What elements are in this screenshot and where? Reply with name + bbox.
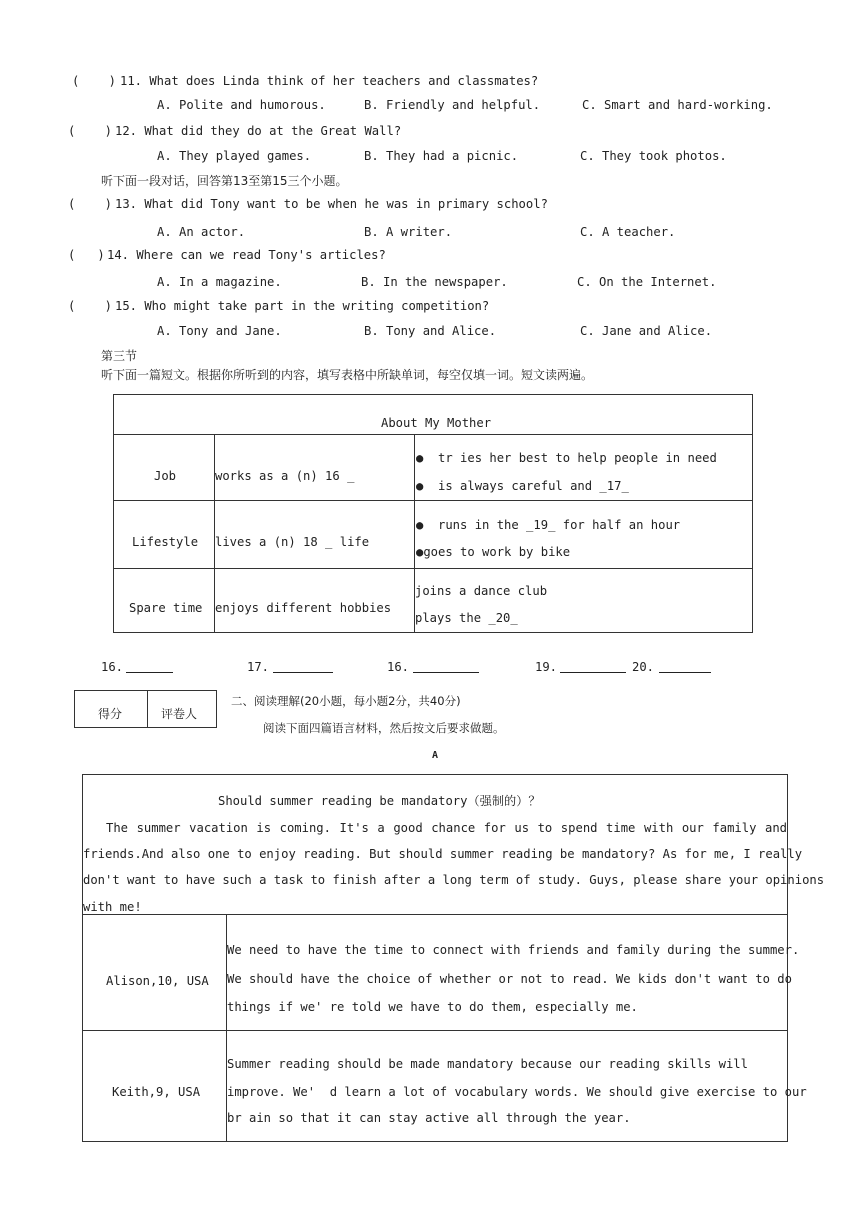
answer-bracket[interactable]: ( ) [68,197,113,211]
section-instruction: 听下面一篇短文。根据你所听到的内容，填写表格中所缺单词，每空仅填一词。短文读两遍。 [101,368,594,382]
answer-label: 19. [535,660,558,674]
option-c: C. A teacher. [580,225,676,239]
answer-label: 16. [387,660,410,674]
column-divider [147,690,148,728]
answer-bracket[interactable]: ( ) [72,74,117,88]
answer-label: 16. [101,660,124,674]
opinion-line: improve. We' d learn a lot of vocabulary words. We should give exercise to our [227,1085,807,1099]
option-b: B. In the newspaper. [361,275,508,289]
opinion-person: Keith,9, USA [112,1085,201,1099]
intro-line: don't want to have such a task to finish after a long term of study. Guys, please share your opinions [83,873,825,887]
opinion-line: We need to have the time to connect with friends and family during the summer. [227,943,800,957]
answer-blank-19[interactable] [560,672,626,673]
row-middle-lifestyle: lives a (n) 18 _ life [215,535,370,549]
intro-line: with me! [83,900,142,914]
row-divider [82,914,788,915]
passage-letter: A [432,750,439,761]
row-divider [113,500,753,501]
score-label: 得分 [98,707,123,721]
answer-blank-18[interactable] [413,672,479,673]
option-c: C. On the Internet. [577,275,717,289]
row-label-job: Job [154,469,177,483]
section-title: 第三节 [101,349,138,363]
row-label-lifestyle: Lifestyle [132,535,199,549]
row-divider [82,1030,788,1031]
opinion-line: We should have the choice of whether or not to read. We kids don't want to do [227,972,792,986]
dialogue-instruction: 听下面一段对话，回答第13至第15三个小题。 [101,174,348,188]
question-stem: 11. What does Linda think of her teachers and classmates? [120,74,539,88]
section-instruction: 阅读下面四篇语言材料，然后按文后要求做题。 [263,721,505,735]
option-a: A. Polite and humorous. [157,98,326,112]
option-a: A. In a magazine. [157,275,282,289]
row-detail: ●goes to work by bike [416,545,571,559]
answer-blank-17[interactable] [273,672,333,673]
row-detail: ● runs in the _19_ for half an hour [416,518,681,532]
opinion-line: br ain so that it can stay active all through the year. [227,1111,631,1125]
answer-bracket[interactable]: ( ) [68,248,105,262]
row-divider [113,434,753,435]
table-title: About My Mother [381,416,492,430]
row-label-spare-time: Spare time [129,601,203,615]
answer-label: 17. [247,660,270,674]
answer-blank-20[interactable] [659,672,711,673]
option-a: A. They played games. [157,149,312,163]
column-divider [414,434,415,633]
question-stem: 13. What did Tony want to be when he was in primary school? [115,197,548,211]
answer-blank-16[interactable] [126,672,173,673]
section-heading: 二、阅读理解(20小题，每小题2分，共40分) [231,694,461,708]
option-b: B. A writer. [364,225,453,239]
opinion-line: Summer reading should be made mandatory because our reading skills will [227,1057,748,1071]
opinion-line: things if we' re told we have to do them, especially me. [227,1000,638,1014]
row-divider [113,568,753,569]
option-b: B. Friendly and helpful. [364,98,541,112]
option-c: C. Smart and hard-working. [582,98,773,112]
answer-bracket[interactable]: ( ) [68,124,113,138]
option-a: A. Tony and Jane. [157,324,282,338]
option-c: C. Jane and Alice. [580,324,713,338]
row-detail: plays the _20_ [415,611,518,625]
row-middle-spare-time: enjoys different hobbies [215,601,392,615]
option-b: B. Tony and Alice. [364,324,497,338]
answer-bracket[interactable]: ( ) [68,299,113,313]
opinion-person: Alison,10, USA [106,974,209,988]
option-c: C. They took photos. [580,149,727,163]
row-detail: ● tr ies her best to help people in need [416,451,717,465]
grader-label: 评卷人 [161,707,198,721]
option-b: B. They had a picnic. [364,149,519,163]
passage-title: Should summer reading be mandatory（强制的）？ [218,794,541,808]
intro-line: friends.And also one to enjoy reading. But should summer reading be mandatory? As for me, I really [83,847,803,861]
row-detail: joins a dance club [415,584,548,598]
answer-label: 20. [632,660,655,674]
question-stem: 12. What did they do at the Great Wall? [115,124,402,138]
option-a: A. An actor. [157,225,246,239]
row-middle-job: works as a (n) 16 _ [215,469,355,483]
question-stem: 15. Who might take part in the writing competition? [115,299,490,313]
intro-line: The summer vacation is coming. It's a good chance for us to spend time with our family and [106,821,787,835]
row-detail: ● is always careful and _17_ [416,479,629,493]
question-stem: 14. Where can we read Tony's articles? [107,248,386,262]
